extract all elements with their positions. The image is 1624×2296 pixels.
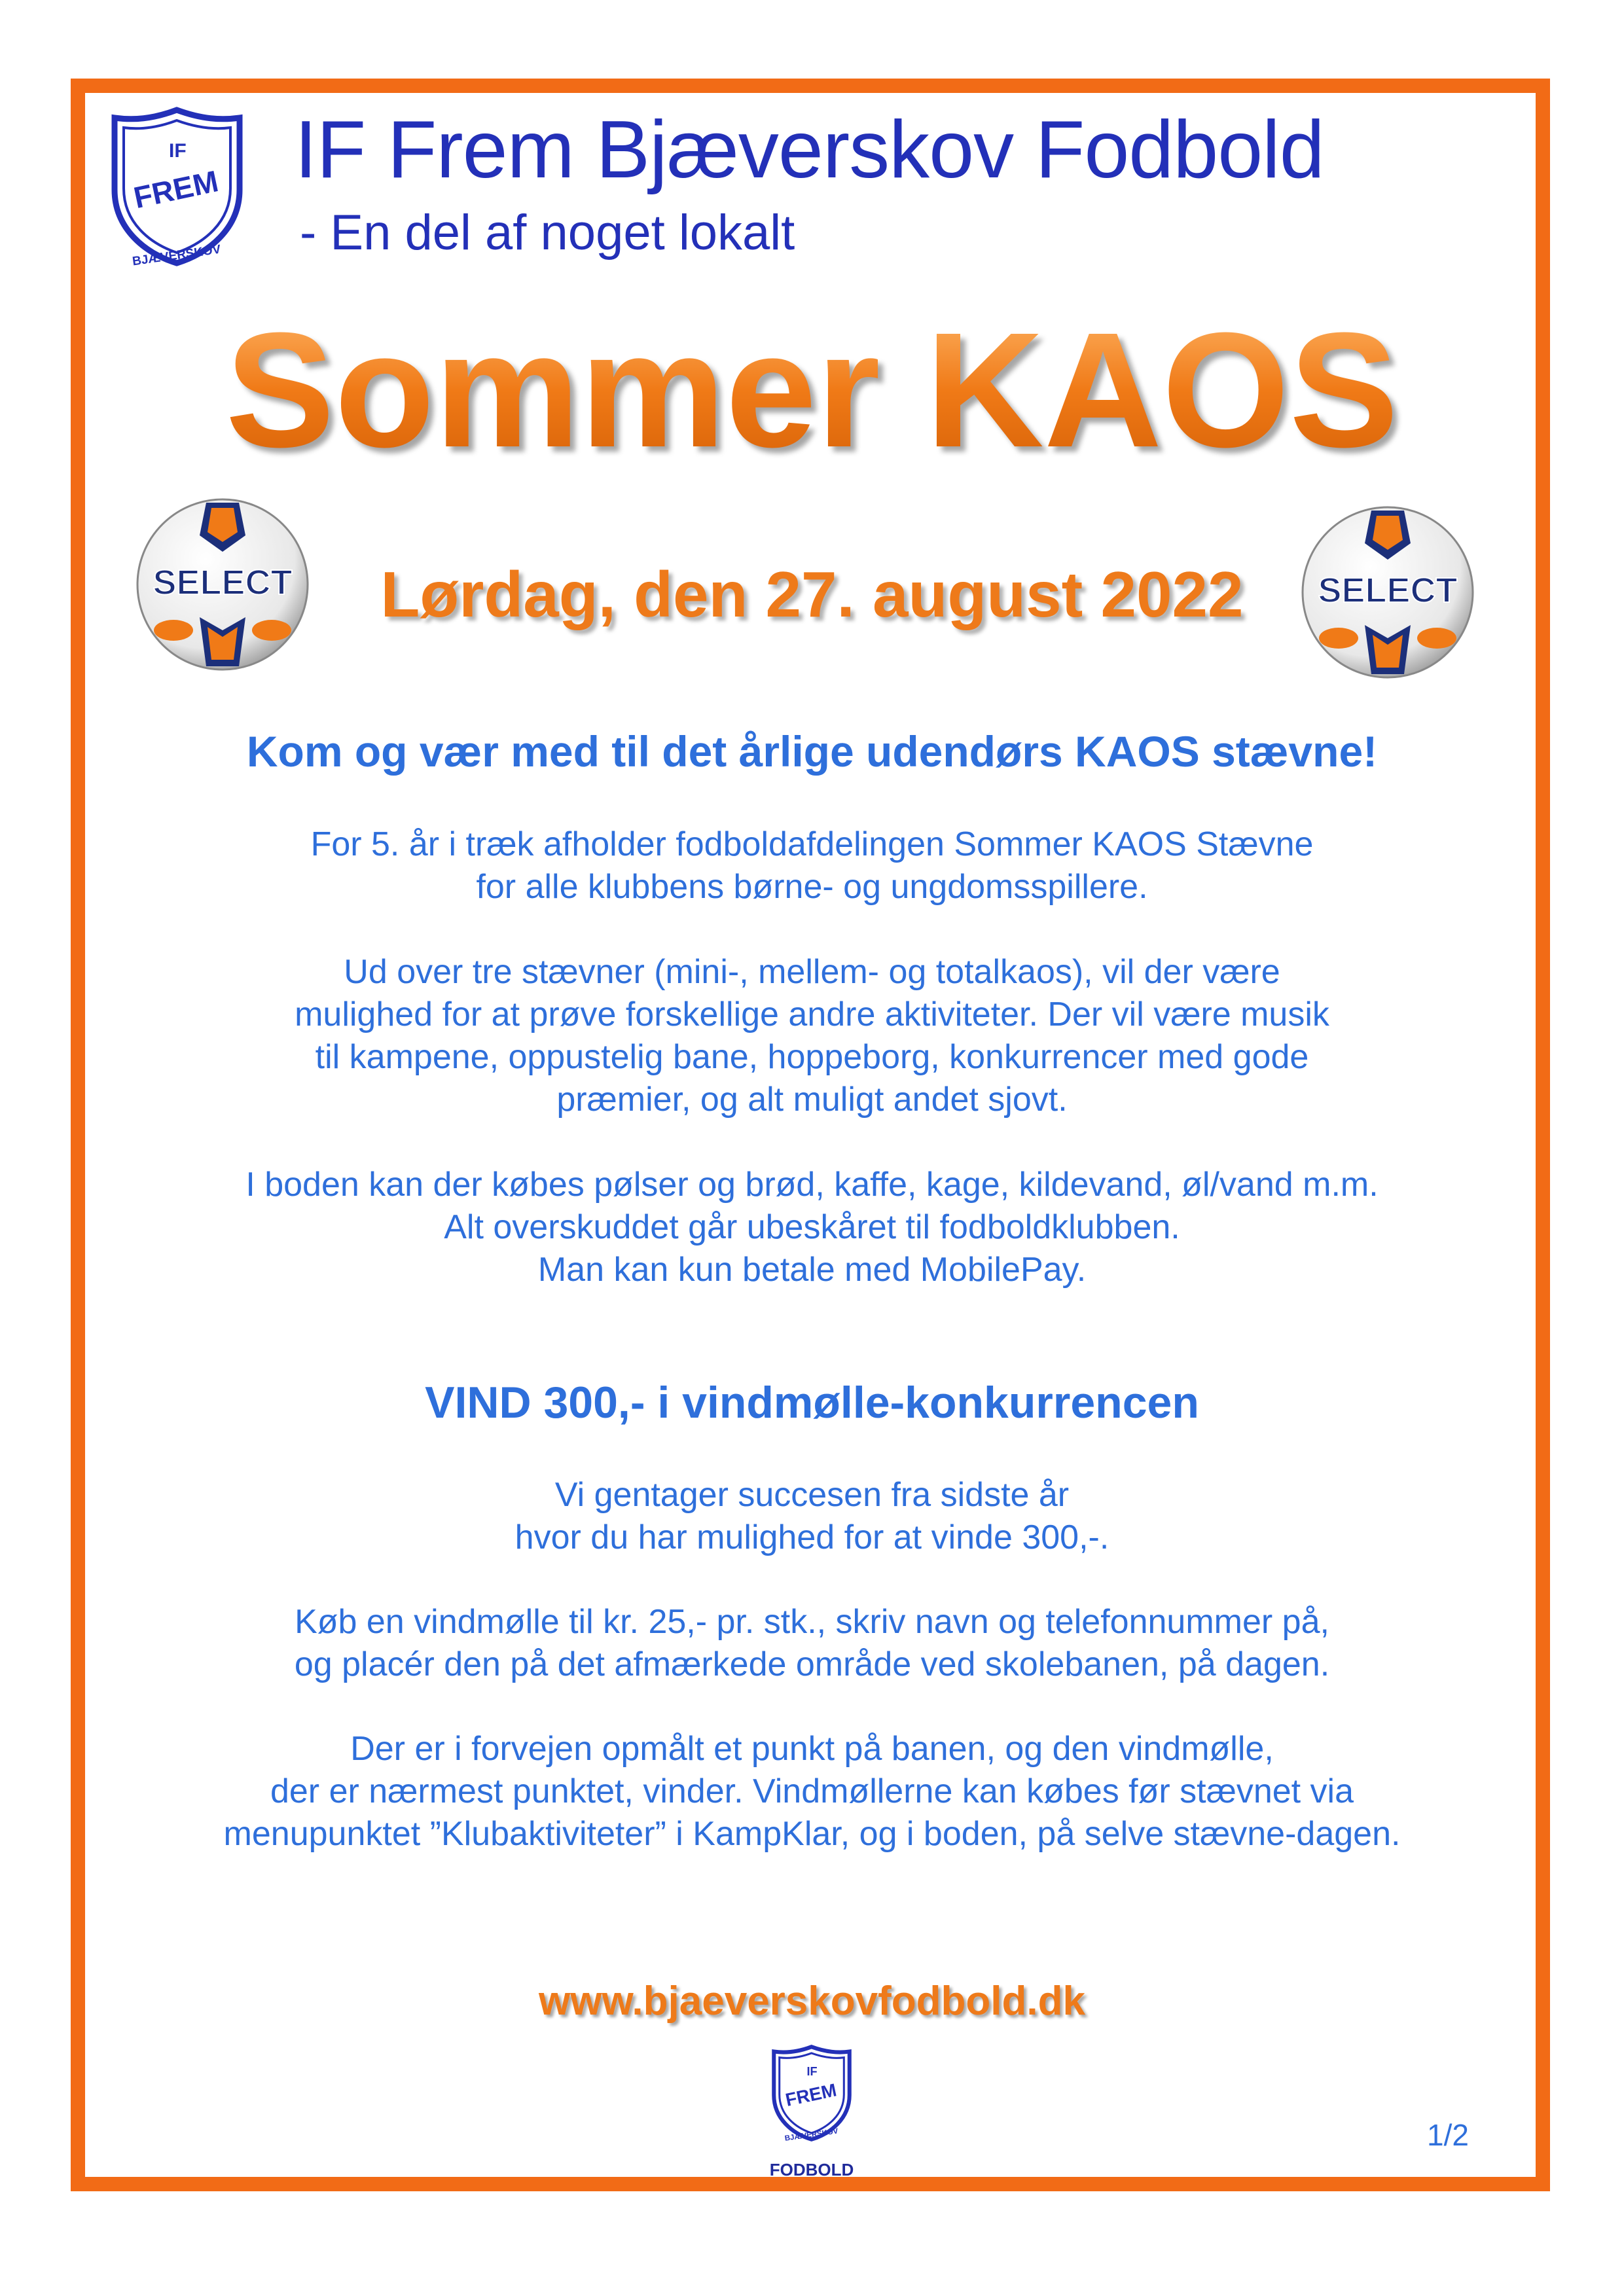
club-title: IF Frem Bjæverskov Fodbold [295,105,1324,195]
paragraph-contest-buy [0,1601,1624,1686]
crest-text-town: BJÆVERSKOV [131,242,222,268]
event-headline: Kom og vær med til det årlige udendørs KAOS stævne! [246,727,1378,776]
paragraph-activities [0,951,1624,1121]
paragraph-line: Køb en vindmølle til kr. 25,- pr. stk., skriv navn og telefonnummer på, [295,1603,1329,1641]
page-number: 1/2 [1427,2118,1469,2152]
paragraph-line: Der er i forvejen opmålt et punkt på banen, og den vindmølle, [350,1730,1274,1768]
crest-text-if: IF [169,140,187,162]
paragraph-line: præmier, og alt muligt andet sjovt. [556,1081,1068,1119]
website-link[interactable]: www.bjaeverskovfodbold.dk [539,1979,1085,2024]
crest-text-if: IF [806,2064,818,2078]
paragraph-line: Vi gentager succesen fra sidste år [554,1476,1070,1514]
paragraph-contest-intro [0,1474,1624,1559]
paragraph-line: der er nærmest punktet, vinder. Vindmøllerne kan købes før stævnet via [270,1772,1354,1810]
paragraph-line: mulighed for at prøve forskellige andre aktiviteter. Der vil være musik [295,996,1329,1033]
event-date: Lørdag, den 27. august 2022 [380,558,1244,630]
contest-heading: VIND 300,- i vindmølle-konkurrencen [425,1378,1199,1427]
paragraph-line: til kampene, oppustelig bane, hoppeborg, konkurrencer med gode [315,1038,1309,1076]
crest-text-frem: FREM [784,2079,839,2111]
paragraph-line: Ud over tre stævner (mini-, mellem- og totalkaos), vil der være [344,953,1280,991]
event-title: Sommer KAOS [0,296,1624,484]
club-crest-logo [107,105,247,268]
paragraph-line: og placér den på det afmærkede område ved skolebanen, på dagen. [294,1645,1330,1683]
paragraph-line: menupunktet ”Klubaktiviteter” i KampKlar, og i boden, på selve stævne-dagen. [223,1815,1401,1853]
crest-text-town: BJÆVERSKOV [784,2127,839,2143]
ball-brand-text: SELECT [153,563,293,602]
paragraph-contest-rules [0,1728,1624,1856]
crest-caption: FODBOLD [769,2160,854,2179]
paragraph-line: Man kan kun betale med MobilePay. [537,1251,1087,1289]
crest-text-frem: FREM [130,164,221,215]
paragraph-line: for alle klubbens børne- og ungdomsspillere. [476,868,1148,906]
paragraph-line: hvor du har mulighed for at vinde 300,-. [514,1518,1110,1556]
club-crest-bottom-logo [769,2041,854,2145]
ball-brand-text: SELECT [1318,571,1458,610]
paragraph-intro [0,823,1624,908]
paragraph-kiosk [0,1164,1624,1291]
paragraph-line: I boden kan der købes pølser og brød, kaffe, kage, kildevand, øl/vand m.m. [245,1166,1379,1204]
paragraph-line: For 5. år i træk afholder fodboldafdelingen Sommer KAOS Stævne [310,825,1314,863]
paragraph-line: Alt overskuddet går ubeskåret til fodboldklubben. [444,1208,1180,1246]
club-subtitle: - En del af noget lokalt [300,205,795,260]
